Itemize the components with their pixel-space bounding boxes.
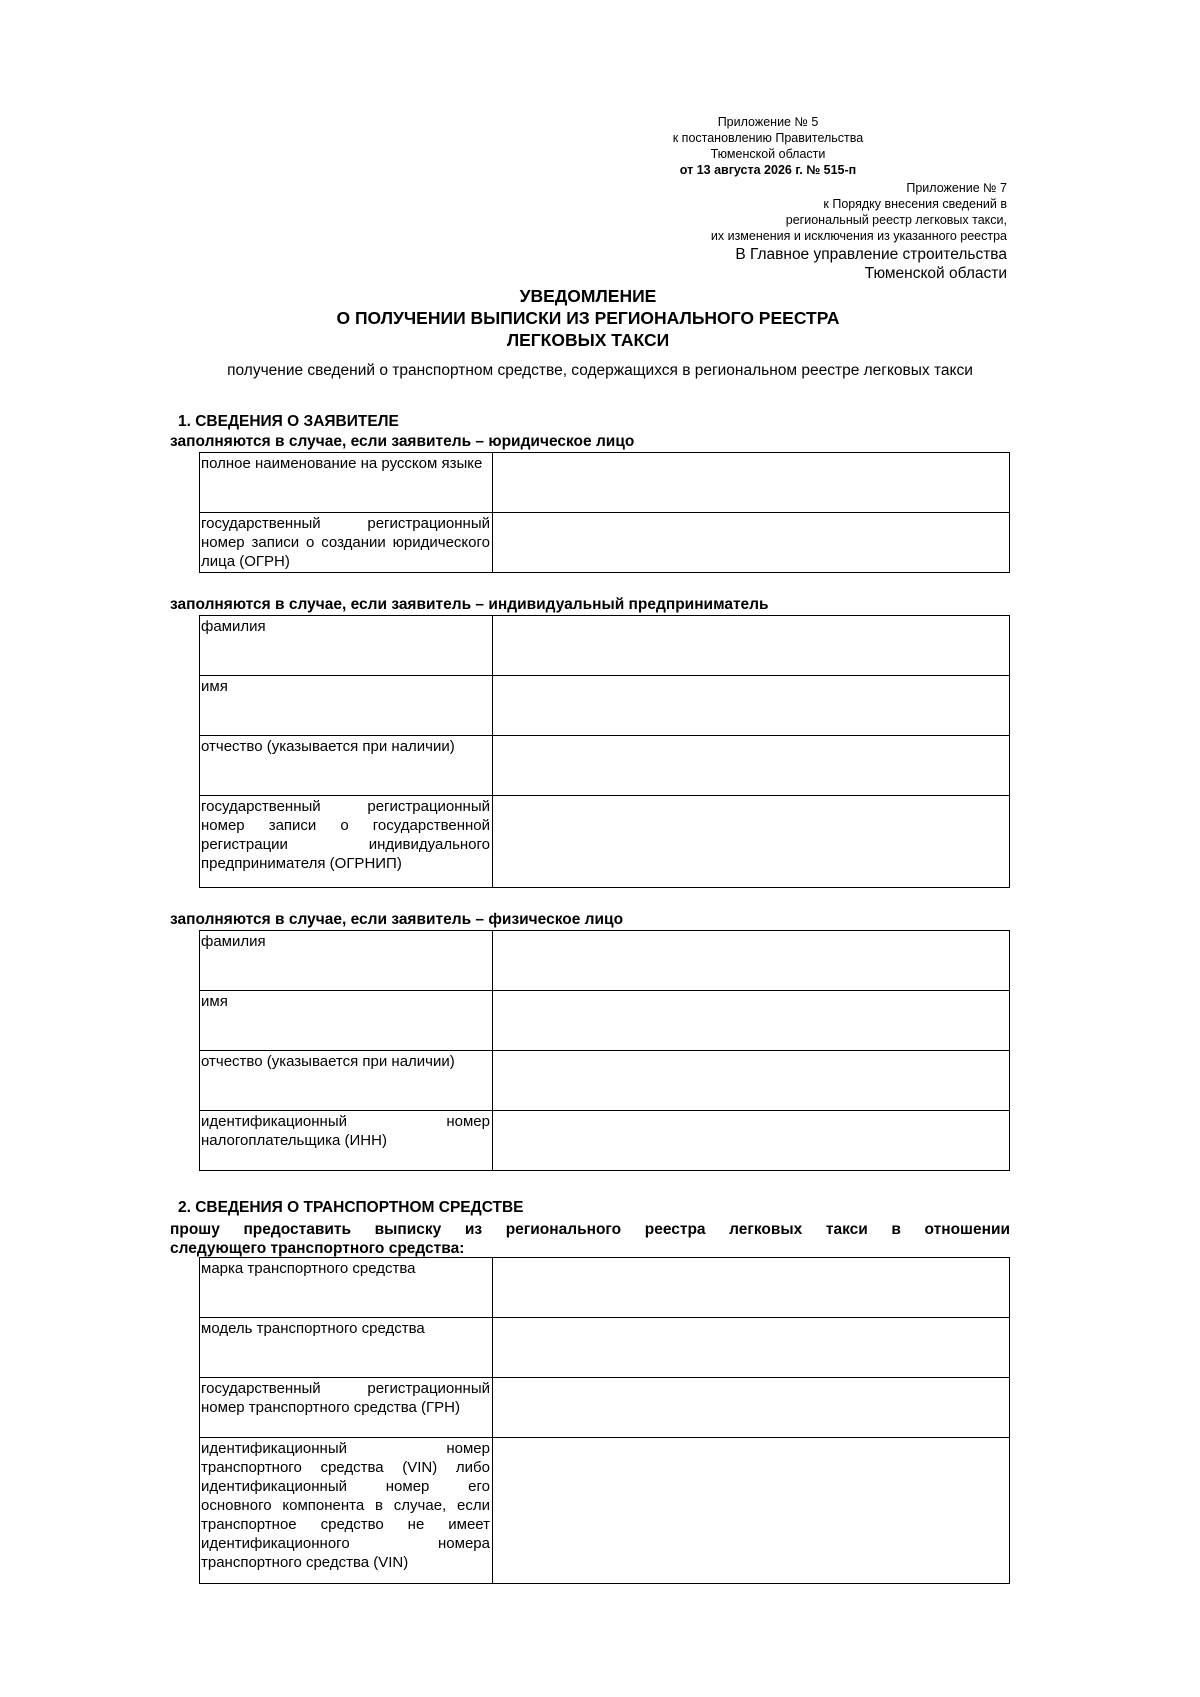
section-2-heading: 2. СВЕДЕНИЯ О ТРАНСПОРТНОМ СРЕДСТВЕ — [178, 1199, 524, 1216]
field-label-name: имя — [200, 991, 493, 1051]
individual-table — [199, 930, 1010, 1171]
form-row — [200, 616, 1010, 676]
field-label-name: имя — [200, 676, 493, 736]
addressee-line: В Главное управление строительства — [735, 246, 1007, 263]
individual-subhead: заполняются в случае, если заявитель – физическое лицо — [170, 911, 624, 928]
field-label-ogrn: государственный регистрационный номер записи о создании юридического лица (ОГРН) — [200, 513, 493, 573]
field-label-patronymic: отчество (указывается при наличии) — [200, 736, 493, 796]
form-row — [200, 991, 1010, 1051]
appendix2-line: региональный реестр легковых такси, — [785, 213, 1007, 227]
form-row — [200, 1111, 1010, 1171]
field-label-vehicle-make: марка транспортного средства — [200, 1258, 493, 1318]
form-row — [200, 513, 1010, 573]
form-row — [200, 1258, 1010, 1318]
form-row — [200, 1051, 1010, 1111]
field-value-grn[interactable] — [493, 1378, 1010, 1438]
request-line-1: прошу предоставить выписку из регионального реестра легковых такси в отношении — [170, 1221, 1010, 1238]
section-1-heading: 1. СВЕДЕНИЯ О ЗАЯВИТЕЛЕ — [178, 413, 399, 430]
entrepreneur-subhead: заполняются в случае, если заявитель – индивидуальный предприниматель — [170, 596, 769, 613]
title-line: УВЕДОМЛЕНИЕ — [519, 286, 657, 306]
request-text — [170, 1220, 1010, 1258]
field-value-vehicle-model[interactable] — [493, 1318, 1010, 1378]
field-value-full-name[interactable] — [493, 453, 1010, 513]
field-label-grn: государственный регистрационный номер транспортного средства (ГРН) — [200, 1378, 493, 1438]
field-label-patronymic: отчество (указывается при наличии) — [200, 1051, 493, 1111]
document-title — [170, 285, 1006, 351]
legal-entity-subhead: заполняются в случае, если заявитель – юридическое лицо — [170, 433, 635, 450]
form-row — [200, 736, 1010, 796]
addressee-block — [587, 245, 1007, 283]
entrepreneur-table — [199, 615, 1010, 888]
field-value-vehicle-make[interactable] — [493, 1258, 1010, 1318]
field-value-patronymic[interactable] — [493, 1051, 1010, 1111]
appendix-line: Тюменской области — [710, 147, 826, 161]
document-subtitle: получение сведений о транспортном средстве, содержащихся в региональном реестре легковых такси — [227, 362, 973, 379]
field-label-full-name: полное наименование на русском языке — [200, 453, 493, 513]
appendix-line: Приложение № 5 — [717, 115, 819, 129]
field-label-inn: идентификационный номер налогоплательщика (ИНН) — [200, 1111, 493, 1171]
form-row — [200, 796, 1010, 888]
appendix2-line: их изменения и исключения из указанного реестра — [710, 229, 1007, 243]
field-value-patronymic[interactable] — [493, 736, 1010, 796]
field-value-surname[interactable] — [493, 931, 1010, 991]
field-value-name[interactable] — [493, 676, 1010, 736]
vehicle-table — [199, 1257, 1010, 1584]
field-value-ogrn[interactable] — [493, 513, 1010, 573]
legal-entity-table — [199, 452, 1010, 573]
appendix2-line: к Порядку внесения сведений в — [823, 197, 1007, 211]
form-row — [200, 676, 1010, 736]
appendix2-line: Приложение № 7 — [906, 181, 1007, 195]
addressee-line: Тюменской области — [864, 265, 1007, 282]
field-label-ogrnip: государственный регистрационный номер записи о государственной регистрации индивидуального предпринимателя (ОГРНИП) — [200, 796, 493, 888]
form-row — [200, 1318, 1010, 1378]
field-value-name[interactable] — [493, 991, 1010, 1051]
field-value-ogrnip[interactable] — [493, 796, 1010, 888]
field-value-vin[interactable] — [493, 1438, 1010, 1584]
field-label-surname: фамилия — [200, 931, 493, 991]
form-row — [200, 453, 1010, 513]
appendix-5-block — [600, 114, 936, 178]
field-label-vehicle-model: модель транспортного средства — [200, 1318, 493, 1378]
request-line-2: следующего транспортного средства: — [170, 1240, 465, 1257]
field-label-surname: фамилия — [200, 616, 493, 676]
form-row — [200, 931, 1010, 991]
field-label-vin: идентификационный номер транспортного средства (VIN) либо идентификационный номер его основного компонента в случае, если транспортное средство не имеет идентификационного номера транспортного средства (VIN) — [200, 1438, 493, 1584]
title-line: О ПОЛУЧЕНИИ ВЫПИСКИ ИЗ РЕГИОНАЛЬНОГО РЕЕСТРА — [336, 308, 840, 328]
field-value-inn[interactable] — [493, 1111, 1010, 1171]
title-line: ЛЕГКОВЫХ ТАКСИ — [506, 330, 670, 350]
appendix-7-block — [587, 180, 1007, 244]
form-row — [200, 1438, 1010, 1584]
form-row — [200, 1378, 1010, 1438]
appendix-line: к постановлению Правительства — [672, 131, 864, 145]
appendix-date-line: от 13 августа 2026 г. № 515-п — [679, 163, 857, 177]
field-value-surname[interactable] — [493, 616, 1010, 676]
